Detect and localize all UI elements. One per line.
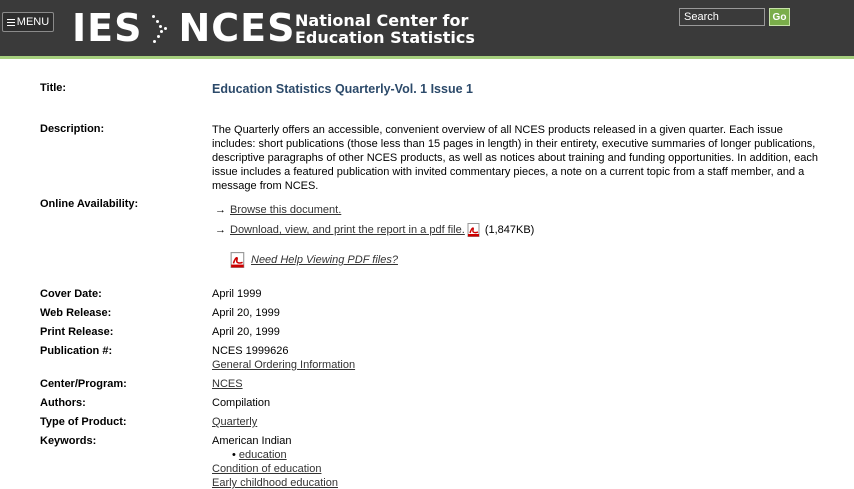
browse-document-link[interactable]: Browse this document. xyxy=(230,204,342,216)
print-release-value: April 20, 1999 xyxy=(212,326,280,338)
publication-number-label: Publication #: xyxy=(40,345,113,357)
org-name-line1: National Center for xyxy=(295,11,469,30)
keyword-link[interactable]: Early childhood education xyxy=(212,477,338,489)
title-label: Title: xyxy=(40,82,67,94)
arrow-right-icon: → xyxy=(215,224,226,236)
hamburger-icon xyxy=(7,17,15,28)
center-program-row xyxy=(212,378,243,390)
pdf-help-link[interactable]: Need Help Viewing PDF files? xyxy=(251,254,398,266)
org-name[interactable] xyxy=(295,12,475,46)
authors-value: Compilation xyxy=(212,397,271,409)
logo-nces-text: NCES xyxy=(178,6,296,50)
product-type-label: Type of Product: xyxy=(40,416,127,428)
pdf-icon[interactable] xyxy=(467,223,480,237)
org-name-line2: Education Statistics xyxy=(295,28,475,47)
keyword-item xyxy=(212,477,338,489)
menu-label: MENU xyxy=(16,16,50,28)
search-go-button[interactable]: Go xyxy=(769,8,790,26)
keyword-item xyxy=(212,463,321,475)
menu-button[interactable] xyxy=(2,12,54,32)
arrow-right-icon: → xyxy=(215,204,226,216)
ordering-info-row xyxy=(212,359,355,371)
bullet-icon: • xyxy=(232,449,236,461)
cover-date-value: April 1999 xyxy=(212,288,262,300)
web-release-label: Web Release: xyxy=(40,307,112,319)
keywords-label: Keywords: xyxy=(40,435,97,447)
description-text: The Quarterly offers an accessible, convenient overview of all NCES products released in a given quarter. Each issue includes: short publications (those less than 15 pages in length) in their entirety, executive summaries of longer publications, descriptive paragraphs of other NCES products, as well as notices about training and funding opportunities. In addition, each issue includes a featured publication with invited commentary pieces, a note on a current topic from a staff member, and a message from NCES. xyxy=(212,124,818,192)
product-type-link[interactable]: Quarterly xyxy=(212,416,258,428)
print-release-label: Print Release: xyxy=(40,326,114,338)
product-type-row xyxy=(212,416,257,428)
publication-number-value: NCES 1999626 xyxy=(212,345,289,357)
logo-dots-icon xyxy=(150,11,172,45)
online-availability-label: Online Availability: xyxy=(40,198,139,210)
publication-title: Education Statistics Quarterly-Vol. 1 Issue 1 xyxy=(212,82,473,96)
center-program-label: Center/Program: xyxy=(40,378,127,390)
logo-ies-text: IES xyxy=(72,6,143,50)
pdf-help-icon[interactable] xyxy=(230,252,246,268)
keyword-item: American Indian xyxy=(212,435,292,447)
browse-link-row xyxy=(230,204,341,216)
center-program-link[interactable]: NCES xyxy=(212,378,243,390)
pdf-help-row xyxy=(230,252,398,268)
ies-nces-logo[interactable] xyxy=(72,8,296,48)
pdf-size: (1,847KB) xyxy=(484,224,535,236)
search-input[interactable] xyxy=(679,8,765,26)
keyword-link[interactable]: Condition of education xyxy=(212,463,322,475)
keyword-link[interactable]: education xyxy=(238,449,287,461)
ordering-info-link[interactable]: General Ordering Information xyxy=(212,359,356,371)
authors-label: Authors: xyxy=(40,397,86,409)
download-row xyxy=(230,223,534,237)
download-pdf-link[interactable]: Download, view, and print the report in a pdf file. xyxy=(230,224,465,236)
web-release-value: April 20, 1999 xyxy=(212,307,280,319)
description-label: Description: xyxy=(40,123,105,135)
keyword-bullet-item xyxy=(232,449,287,461)
site-header xyxy=(0,0,854,59)
cover-date-label: Cover Date: xyxy=(40,288,102,300)
